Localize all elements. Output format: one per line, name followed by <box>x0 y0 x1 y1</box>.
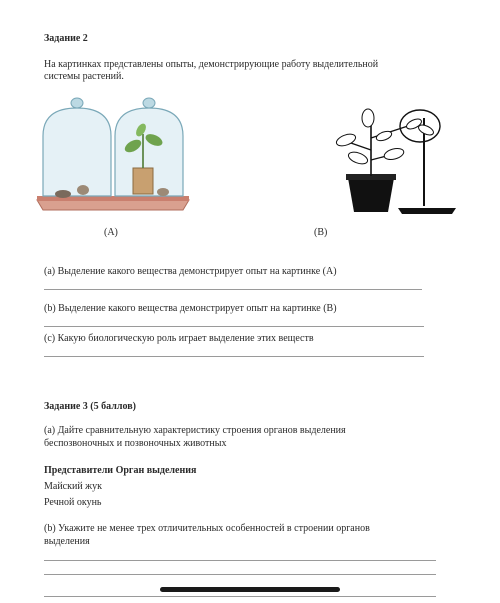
table-row: Майский жук <box>44 481 102 492</box>
task2-intro-line2: системы растений. <box>44 71 124 82</box>
task2-title: Задание 2 <box>44 33 88 44</box>
question-2c: (c) Какую биологическую роль играет выделение этих веществ <box>44 333 314 344</box>
task3-title: Задание 3 (5 баллов) <box>44 401 136 412</box>
question-3a-line2: беспозвоночных и позвоночных животных <box>44 438 227 449</box>
question-3b-line1: (b) Укажите не менее трех отличительных особенностей в строении органов <box>44 523 370 534</box>
question-2b: (b) Выделение какого вещества демонстрирует опыт на картинке (В) <box>44 303 337 314</box>
question-3a-line1: (а) Дайте сравнительную характеристику строения органов выделения <box>44 425 346 436</box>
figure-a-label: (А) <box>104 227 118 238</box>
table-row: Речной окунь <box>44 497 102 508</box>
figure-b-potted-plant <box>328 98 460 216</box>
home-indicator-bar[interactable] <box>160 587 340 592</box>
answer-line-2a[interactable] <box>44 289 422 290</box>
answer-line-2c[interactable] <box>44 356 424 357</box>
answer-line-2b[interactable] <box>44 326 424 327</box>
task2-intro-line1: На картинках представлены опыты, демонстрирующие работу выделительной <box>44 59 379 70</box>
figure-b-label: (В) <box>314 227 328 238</box>
answer-line-3b-3[interactable] <box>44 596 436 597</box>
table-header: Представители Орган выделения <box>44 465 197 476</box>
answer-line-3b-2[interactable] <box>44 574 436 575</box>
question-2a: (а) Выделение какого вещества демонстрирует опыт на картинке (А) <box>44 266 337 277</box>
answer-line-3b-1[interactable] <box>44 560 436 561</box>
question-3b-line2: выделения <box>44 536 90 547</box>
figure-a-bell-jars <box>33 96 193 214</box>
